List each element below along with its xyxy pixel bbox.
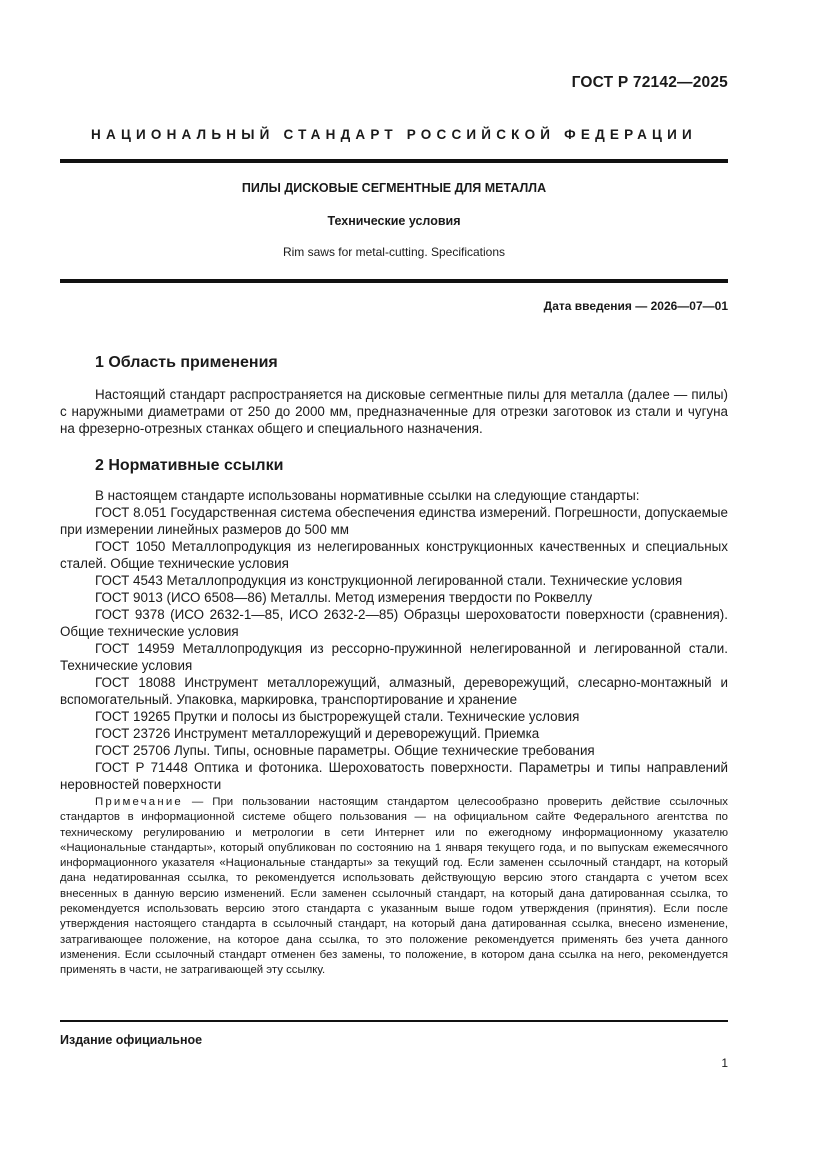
introduction-date: Дата введения — 2026—07—01: [543, 299, 728, 313]
reference-item: ГОСТ 9378 (ИСО 2632-1—85, ИСО 2632-2—85) Образцы шероховатости поверхности (сравнения). Общие технические условия: [60, 607, 728, 639]
section-2-heading: 2 Нормативные ссылки: [95, 457, 284, 474]
reference-item: ГОСТ 4543 Металлопродукция из конструкционной легированной стали. Технические условия: [95, 573, 683, 588]
official-edition-label: Издание официальное: [60, 1033, 203, 1047]
reference-item: ГОСТ 18088 Инструмент металлорежущий, алмазный, дереворежущий, слесарно-монтажный и вспомогательный. Упаковка, маркировка, транспортирование и хранение: [60, 675, 728, 707]
note-paragraph: [60, 795, 728, 979]
reference-item: ГОСТ 1050 Металлопродукция из нелегированных конструкционных качественных и специальных сталей. Общие технические условия: [60, 539, 728, 571]
document-code: ГОСТ Р 72142—2025: [571, 74, 728, 91]
document-subtitle: Технические условия: [327, 214, 461, 228]
reference-item: ГОСТ 8.051 Государственная система обеспечения единства измерений. Погрешности, допускаемые при измерении линейных размеров до 500 мм: [60, 505, 728, 537]
note-label: Примечание: [95, 796, 183, 808]
document-title: ПИЛЫ ДИСКОВЫЕ СЕГМЕНТНЫЕ ДЛЯ МЕТАЛЛА: [241, 181, 547, 195]
reference-item: ГОСТ 9013 (ИСО 6508—86) Металлы. Метод измерения твердости по Роквеллу: [95, 590, 593, 605]
reference-item: ГОСТ 14959 Металлопродукция из рессорно-пружинной нелегированной и легированной стали. Технические условия: [60, 641, 728, 673]
references-list: [60, 487, 728, 793]
section-1-paragraph: Настоящий стандарт распространяется на дисковые сегментные пилы для металла (далее — пилы) с наружными диаметрами от 250 до 2000 мм, предназначенные для отрезки заготовок из стали и чугуна на фрезерно-отрезных станках общего и специального назначения.: [60, 387, 728, 436]
note-text: — При пользовании настоящим стандартом целесообразно проверить действие ссылочных стандартов в информационной системе общего пользования — на официальном сайте Федерального агентства по техническому регулированию и метрологии в сети Интернет или по ежегодному информационному указателю «Национальные стандарты», который опубликован по состоянию на 1 января текущего года, и по выпускам ежемесячного информационного указателя «Национальные стандарты» за текущий год. Если заменен ссылочный стандарт, на который дана недатированная ссылка, то рекомендуется использовать действующую версию этого стандарта с учетом всех внесенных в данную версию изменений. Если заменен ссылочный стандарт, на который дана датированная ссылка, то рекомендуется использовать версию этого стандарта с указанным выше годом утверждения (принятия). Если после утверждения настоящего стандарта в ссылочный стандарт, на который дана датированная ссылка, внесено изменение, затрагивающее положение, на которое дана ссылка, то это положение рекомендуется применять без учета данного изменения. Если ссылочный стандарт отменен без замены, то положение, в котором дана ссылка на него, рекомендуется применять в части, не затрагивающей эту ссылку.: [60, 796, 728, 977]
references-intro: В настоящем стандарте использованы нормативные ссылки на следующие стандарты:: [95, 488, 640, 503]
reference-item: ГОСТ 19265 Прутки и полосы из быстрорежущей стали. Технические условия: [95, 709, 580, 724]
national-standard-banner: НАЦИОНАЛЬНЫЙ СТАНДАРТ РОССИЙСКОЙ ФЕДЕРАЦИИ: [91, 127, 697, 142]
reference-item: ГОСТ 23726 Инструмент металлорежущий и дереворежущий. Приемка: [95, 726, 540, 741]
page-number: 1: [721, 1056, 728, 1070]
header-divider: [60, 159, 728, 163]
section-1-body: [60, 386, 728, 437]
section-1-heading: 1 Область применения: [95, 354, 278, 371]
document-title-english: Rim saws for metal-cutting. Specifications: [282, 245, 506, 259]
reference-item: ГОСТ 25706 Лупы. Типы, основные параметры. Общие технические требования: [95, 743, 595, 758]
title-divider: [60, 279, 728, 283]
reference-item: ГОСТ Р 71448 Оптика и фотоника. Шероховатость поверхности. Параметры и типы направлений неровностей поверхности: [60, 760, 728, 792]
footer-divider: [60, 1020, 728, 1022]
note-block: [60, 795, 728, 979]
